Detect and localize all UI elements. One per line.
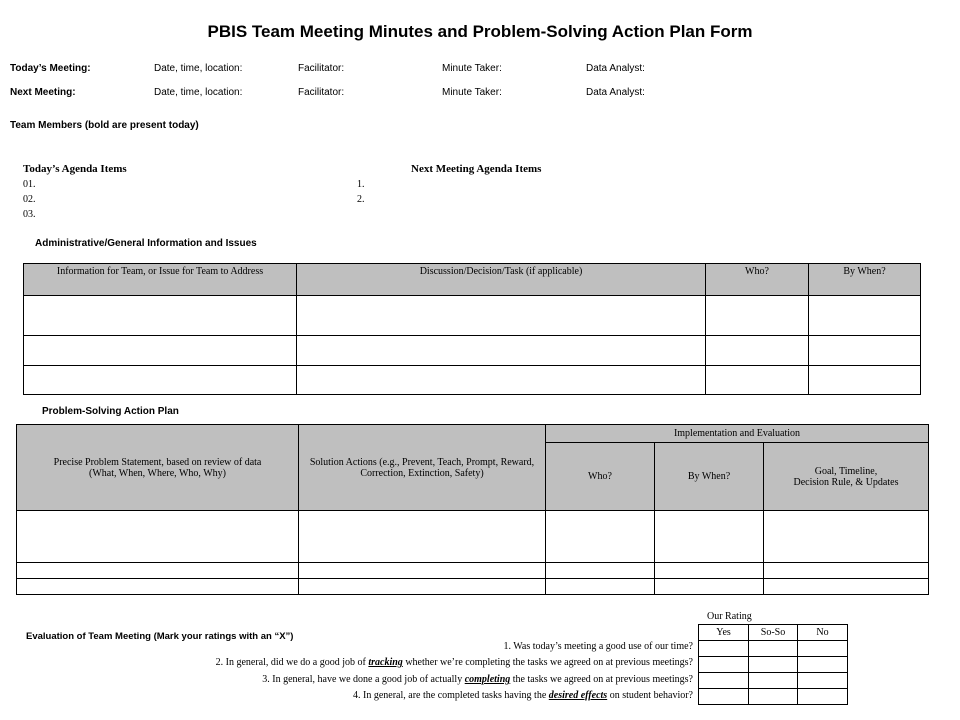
- admin-cell[interactable]: [706, 336, 809, 366]
- plan-cell[interactable]: [546, 563, 655, 579]
- problem-statement-line2: (What, When, Where, Who, Why): [89, 467, 226, 479]
- today-agenda-item: 03.: [23, 209, 36, 220]
- admin-cell[interactable]: [809, 296, 921, 336]
- plan-col-by-when: By When?: [655, 443, 764, 511]
- rating-cell[interactable]: [798, 657, 848, 673]
- plan-cell[interactable]: [655, 511, 764, 563]
- admin-col-who: Who?: [706, 264, 809, 296]
- table-row: [17, 579, 929, 595]
- admin-heading: Administrative/General Information and Issues: [35, 238, 257, 249]
- rating-cell[interactable]: [749, 657, 798, 673]
- table-row: [24, 296, 921, 336]
- admin-col-by-when: By When?: [809, 264, 921, 296]
- rating-col-no: No: [798, 625, 848, 641]
- rating-col-yes: Yes: [699, 625, 749, 641]
- q4-emphasis: desired effects: [548, 690, 608, 701]
- plan-cell[interactable]: [655, 579, 764, 595]
- plan-cell[interactable]: [299, 511, 546, 563]
- team-members-label: Team Members (bold are present today): [10, 120, 199, 131]
- next-minute-taker-field[interactable]: Minute Taker:: [442, 87, 502, 98]
- rating-cell[interactable]: [699, 641, 749, 657]
- rating-cell[interactable]: [749, 641, 798, 657]
- rating-cell[interactable]: [749, 689, 798, 705]
- problem-statement-header: [17, 425, 299, 511]
- q1-text: 1. Was today’s meeting a good use of our time?: [503, 641, 693, 652]
- admin-cell[interactable]: [24, 296, 297, 336]
- next-date-field[interactable]: Date, time, location:: [154, 87, 243, 98]
- evaluation-heading: Evaluation of Team Meeting (Mark your ratings with an “X”): [26, 631, 294, 642]
- admin-col-discussion: Discussion/Decision/Task (if applicable): [297, 264, 706, 296]
- q2-text-post: whether we’re completing the tasks we agreed on at previous meetings?: [402, 657, 693, 668]
- admin-table: [23, 263, 921, 395]
- action-plan-heading: Problem-Solving Action Plan: [42, 406, 179, 417]
- q3-text-post: the tasks we agreed on at previous meetings?: [510, 674, 693, 685]
- plan-cell[interactable]: [764, 563, 929, 579]
- q3-emphasis: completing: [464, 674, 511, 685]
- next-agenda-heading: Next Meeting Agenda Items: [411, 163, 542, 175]
- q3-text-pre: 3. In general, have we done a good job of actually: [262, 674, 465, 685]
- today-meeting-label: Today’s Meeting:: [10, 63, 91, 74]
- admin-cell[interactable]: [706, 296, 809, 336]
- table-row: [17, 563, 929, 579]
- table-row: [24, 366, 921, 395]
- next-data-analyst-field[interactable]: Data Analyst:: [586, 87, 645, 98]
- plan-col-who: Who?: [546, 443, 655, 511]
- rating-row: [699, 641, 848, 657]
- action-plan-table: [16, 424, 929, 595]
- rating-cell[interactable]: [798, 673, 848, 689]
- eval-question-3: [262, 674, 693, 685]
- plan-cell[interactable]: [655, 563, 764, 579]
- rating-title: Our Rating: [707, 611, 752, 622]
- plan-cell[interactable]: [764, 511, 929, 563]
- rating-cell[interactable]: [699, 673, 749, 689]
- table-row: [24, 336, 921, 366]
- today-data-analyst-field[interactable]: Data Analyst:: [586, 63, 645, 74]
- plan-cell[interactable]: [546, 511, 655, 563]
- eval-question-1: [503, 641, 693, 652]
- next-facilitator-field[interactable]: Facilitator:: [298, 87, 345, 98]
- admin-cell[interactable]: [706, 366, 809, 395]
- today-facilitator-field[interactable]: Facilitator:: [298, 63, 345, 74]
- q2-text-pre: 2. In general, did we do a good job of: [215, 657, 369, 668]
- next-agenda-item: 1.: [357, 179, 365, 190]
- plan-cell[interactable]: [546, 579, 655, 595]
- plan-cell[interactable]: [17, 511, 299, 563]
- rating-row: [699, 657, 848, 673]
- implementation-header: Implementation and Evaluation: [546, 425, 929, 443]
- eval-question-2: [216, 657, 693, 668]
- next-agenda-item: 2.: [357, 194, 365, 205]
- admin-cell[interactable]: [24, 336, 297, 366]
- goal-line2: Decision Rule, & Updates: [793, 476, 899, 488]
- eval-question-4: [353, 690, 693, 701]
- admin-col-info: Information for Team, or Issue for Team to Address: [24, 264, 297, 296]
- rating-col-soso: So-So: [749, 625, 798, 641]
- rating-table: [698, 624, 848, 705]
- plan-cell[interactable]: [17, 579, 299, 595]
- admin-cell[interactable]: [297, 296, 706, 336]
- admin-cell[interactable]: [809, 336, 921, 366]
- today-agenda-heading: Today’s Agenda Items: [23, 163, 127, 175]
- plan-cell[interactable]: [17, 563, 299, 579]
- rating-cell[interactable]: [798, 689, 848, 705]
- problem-statement-line1: Precise Problem Statement, based on review of data: [53, 456, 262, 468]
- plan-col-goal: [764, 443, 929, 511]
- table-row: [17, 511, 929, 563]
- rating-cell[interactable]: [798, 641, 848, 657]
- rating-cell[interactable]: [749, 673, 798, 689]
- q4-text-pre: 4. In general, are the completed tasks having the: [353, 690, 549, 701]
- rating-row: [699, 689, 848, 705]
- plan-cell[interactable]: [299, 579, 546, 595]
- admin-cell[interactable]: [24, 366, 297, 395]
- solution-actions-header: Solution Actions (e.g., Prevent, Teach, Prompt, Reward, Correction, Extinction, Safety): [299, 425, 546, 511]
- rating-row: [699, 673, 848, 689]
- rating-cell[interactable]: [699, 689, 749, 705]
- rating-cell[interactable]: [699, 657, 749, 673]
- q4-text-post: on student behavior?: [607, 690, 693, 701]
- today-minute-taker-field[interactable]: Minute Taker:: [442, 63, 502, 74]
- plan-cell[interactable]: [299, 563, 546, 579]
- admin-cell[interactable]: [809, 366, 921, 395]
- plan-cell[interactable]: [764, 579, 929, 595]
- today-agenda-item: 01.: [23, 179, 36, 190]
- today-agenda-item: 02.: [23, 194, 36, 205]
- today-date-field[interactable]: Date, time, location:: [154, 63, 243, 74]
- admin-cell[interactable]: [297, 366, 706, 395]
- admin-cell[interactable]: [297, 336, 706, 366]
- q2-emphasis: tracking: [368, 657, 403, 668]
- page-title: PBIS Team Meeting Minutes and Problem-Solving Action Plan Form: [207, 22, 753, 41]
- next-meeting-label: Next Meeting:: [10, 87, 76, 98]
- goal-line1: Goal, Timeline,: [814, 465, 878, 477]
